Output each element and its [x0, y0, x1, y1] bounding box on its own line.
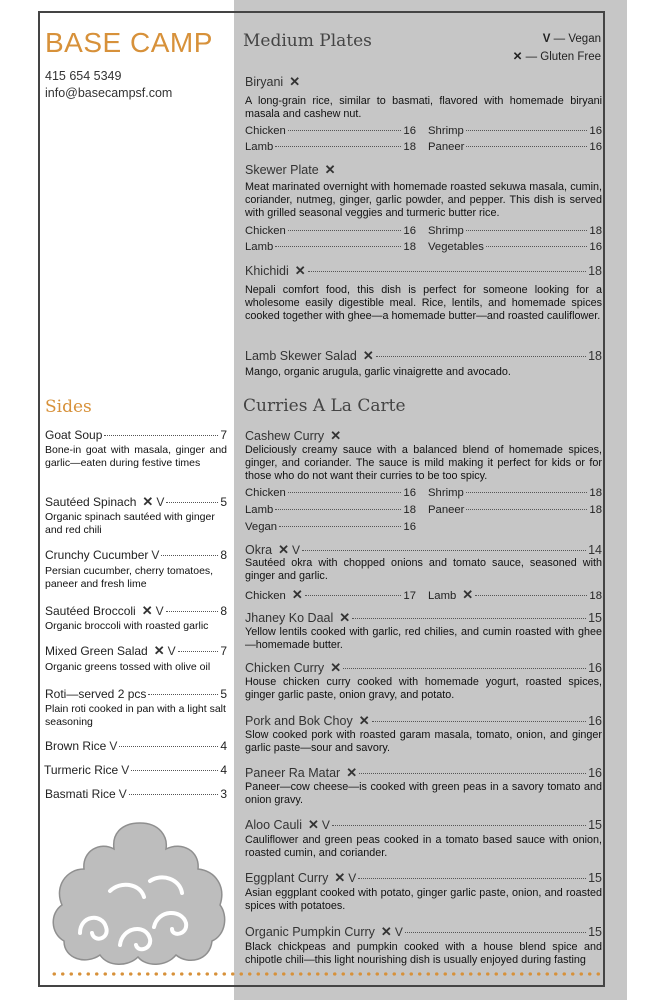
vegan-icon: V	[167, 644, 176, 658]
khichidi-row: Khichidi ✕ 18	[245, 263, 602, 278]
vegan-icon: V	[156, 495, 165, 509]
gluten-free-icon: ✕	[291, 587, 303, 602]
organic-pumpkin-curry-description: Black chickpeas and pumpkin cooked with a house blend spice and chipotle chili—this light nourishing dish is usually enjoyed during fasting	[245, 941, 602, 966]
aloo-cauli-row: Aloo Cauli ✕ V 15	[245, 817, 602, 832]
skewer-plate-name: Skewer Plate ✕	[245, 162, 336, 177]
biryani-name: Biryani ✕	[245, 74, 301, 89]
side-goat-soup-description: Bone-in goat with masala, ginger and garlic—eaten during festive times	[45, 444, 227, 469]
gluten-free-icon: ✕	[278, 542, 289, 557]
skewer-plate-description: Meat marinated overnight with homemade roasted sekuwa masala, cumin, coriander, nutmeg, ginger, garlic powder, and pepper. This dish is served with grilled seasonal veggies and turmeric butter rice.	[245, 181, 602, 219]
cashew-curry-description: Deliciously creamy sauce with a balanced blend of homemade spices, ginger, and coriander. The sauce is mild making it perfect for kids or for those who do not want their curries to be too spicy.	[245, 444, 602, 482]
aloo-cauli-description: Cauliflower and green peas cooked in a tomato based sauce with onion, roasted cumin, and coriander.	[245, 834, 602, 859]
okra-option-row: Chicken ✕ 17	[245, 587, 416, 602]
eggplant-curry-description: Asian eggplant cooked with potato, ginger garlic paste, onion, and roasted spices with potatoes.	[245, 887, 602, 912]
okra-row: Okra ✕ V 14	[245, 542, 602, 557]
gluten-free-icon: ✕	[142, 494, 154, 509]
vegan-icon: V	[542, 33, 551, 45]
cashew-option-row: Lamb 18	[245, 504, 416, 516]
sides-heading: Sides	[45, 397, 92, 417]
side-sauteed-spinach-description: Organic spinach sautéed with ginger and red chili	[45, 511, 215, 536]
side-basmati-rice: Basmati Rice V 3	[45, 787, 227, 801]
okra-option-row: Lamb ✕ 18	[428, 587, 602, 602]
cashew-curry-name: Cashew Curry ✕	[245, 428, 342, 443]
email-address: info@basecampsf.com	[45, 86, 173, 100]
vegan-icon: V	[121, 763, 130, 777]
chicken-curry-description: House chicken curry cooked with homemade yogurt, roasted spices, ginger garlic paste, onion gravy, and potato.	[245, 676, 602, 701]
side-mixed-green-salad-description: Organic greens tossed with olive oil	[45, 661, 211, 673]
side-roti-description: Plain roti cooked in pan with a light salt seasoning	[45, 703, 226, 728]
pork-bok-choy-description: Slow cooked pork with roasted garam masala, tomato, onion, and ginger garlic paste—sour and savory.	[245, 729, 602, 754]
side-roti: Roti—served 2 pcs 5	[45, 687, 227, 701]
decorative-dotted-line	[50, 971, 600, 977]
biryani-option-row: Chicken 16	[245, 125, 416, 137]
vegan-icon: V	[155, 604, 164, 618]
skewer-option-row: Lamb 18	[245, 241, 416, 253]
biryani-option-row: Paneer 16	[428, 141, 602, 153]
vegan-icon: V	[151, 548, 160, 562]
paneer-ra-matar-row: Paneer Ra Matar ✕ 16	[245, 765, 602, 780]
gluten-free-icon: ✕	[307, 817, 319, 832]
side-crunchy-cucumber: Crunchy Cucumber V 8	[45, 548, 227, 562]
biryani-option-row: Lamb 18	[245, 141, 416, 153]
gluten-free-icon: ✕	[330, 428, 342, 443]
cashew-option-row: Chicken 16	[245, 487, 416, 499]
khichidi-description: Nepali comfort food, this dish is perfect for someone looking for a wholesome easily digestible meal. Rice, lentils, and homemade spices cooked together with ghee—a homemade butter—and roasted cauliflower.	[245, 284, 602, 322]
lamb-skewer-salad-description: Mango, organic arugula, garlic vinaigrette and avocado.	[245, 366, 511, 378]
gluten-free-icon: ✕	[358, 713, 370, 728]
medium-plates-heading: Medium Plates	[243, 31, 372, 51]
gluten-free-icon: ✕	[512, 51, 523, 63]
chicken-curry-row: Chicken Curry ✕ 16	[245, 660, 602, 675]
paneer-ra-matar-description: Paneer—cow cheese—is cooked with green peas in a savory tomato and onion gravy.	[245, 781, 602, 806]
side-goat-soup: Goat Soup 7	[45, 428, 227, 442]
gluten-free-icon: ✕	[462, 587, 474, 602]
vegan-icon: V	[118, 787, 127, 801]
vegan-icon: V	[321, 818, 330, 832]
skewer-option-row: Vegetables 16	[428, 241, 602, 253]
cashew-option-row: Shrimp 18	[428, 487, 602, 499]
side-sauteed-broccoli: Sautéed Broccoli ✕ V 8	[45, 603, 227, 618]
gluten-free-icon: ✕	[289, 74, 301, 89]
organic-pumpkin-curry-row: Organic Pumpkin Curry ✕ V 15	[245, 924, 602, 939]
vegan-icon: V	[109, 739, 118, 753]
gluten-free-icon: ✕	[339, 610, 351, 625]
gluten-free-icon: ✕	[324, 162, 336, 177]
side-sauteed-broccoli-description: Organic broccoli with roasted garlic	[45, 620, 209, 632]
biryani-option-row: Shrimp 16	[428, 125, 602, 137]
eggplant-curry-row: Eggplant Curry ✕ V 15	[245, 870, 602, 885]
cashew-option-row: Paneer 18	[428, 504, 602, 516]
legend-vegan: V — Vegan	[542, 33, 601, 45]
jhaney-ko-daal-row: Jhaney Ko Daal ✕ 15	[245, 610, 602, 625]
side-crunchy-cucumber-description: Persian cucumber, cherry tomatoes, paneer and fresh lime	[45, 565, 214, 590]
side-turmeric-rice: Turmeric Rice V 4	[44, 763, 227, 777]
gluten-free-icon: ✕	[294, 263, 306, 278]
legend-gluten-free: ✕ — Gluten Free	[512, 51, 601, 63]
curries-heading: Curries A La Carte	[243, 396, 406, 416]
side-sauteed-spinach: Sautéed Spinach ✕ V 5	[45, 494, 227, 509]
skewer-option-row: Shrimp 18	[428, 225, 602, 237]
gluten-free-icon: ✕	[334, 870, 346, 885]
okra-description: Sautéed okra with chopped onions and tomato sauce, seasoned with ginger and garlic.	[245, 557, 602, 582]
side-mixed-green-salad: Mixed Green Salad ✕ V 7	[45, 643, 227, 658]
phone-number: 415 654 5349	[45, 69, 122, 83]
cloud-ornament-icon	[50, 815, 230, 970]
gluten-free-icon: ✕	[153, 643, 165, 658]
cashew-option-row: Vegan 16	[245, 521, 416, 533]
gluten-free-icon: ✕	[380, 924, 392, 939]
pork-bok-choy-row: Pork and Bok Choy ✕ 16	[245, 713, 602, 728]
side-brown-rice: Brown Rice V 4	[45, 739, 227, 753]
gluten-free-icon: ✕	[330, 660, 342, 675]
jhaney-ko-daal-description: Yellow lentils cooked with garlic, red chilies, and cumin roasted with ghee—homemade butter.	[245, 626, 602, 651]
vegan-icon: V	[348, 871, 357, 885]
gluten-free-icon: ✕	[346, 765, 358, 780]
skewer-option-row: Chicken 16	[245, 225, 416, 237]
biryani-description: A long-grain rice, similar to basmati, flavored with homemade biryani masala and cashew nut.	[245, 95, 602, 120]
lamb-skewer-salad-row: Lamb Skewer Salad ✕ 18	[245, 348, 602, 363]
vegan-icon: V	[292, 543, 301, 557]
gluten-free-icon: ✕	[141, 603, 153, 618]
gluten-free-icon: ✕	[362, 348, 374, 363]
restaurant-name: BASE CAMP	[45, 27, 213, 58]
vegan-icon: V	[394, 925, 403, 939]
